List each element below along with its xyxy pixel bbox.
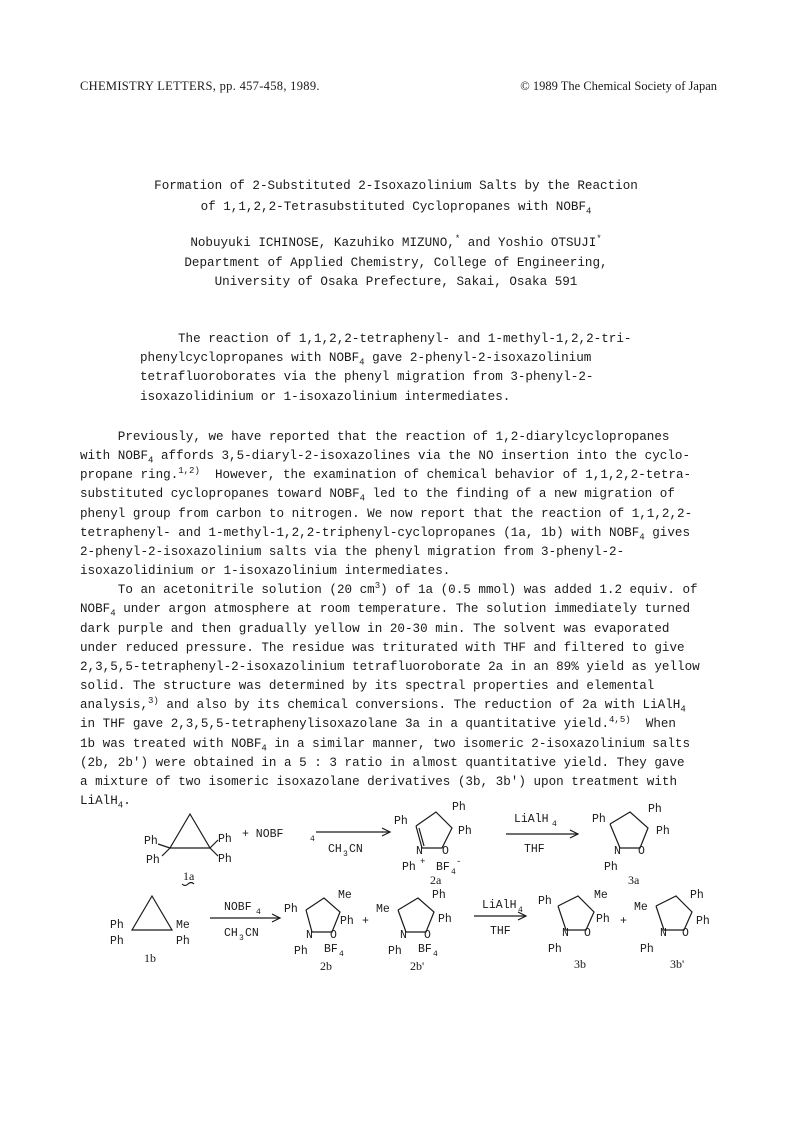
- isoxazolinium-ring: [306, 898, 340, 932]
- article-title: [80, 176, 712, 218]
- reagent-lialh4: LiAlH: [514, 813, 549, 826]
- ph-label: Ph: [438, 913, 452, 926]
- reagent-nobf4: NOBF: [224, 901, 252, 914]
- compound-label-3b-prime: 3b': [670, 957, 685, 971]
- text-line: substituted cyclopropanes toward $NOBF_4$ led to the finding of a new migration of: [80, 487, 675, 504]
- compound-label-2a: 2a: [430, 873, 442, 887]
- text-line: $NOBF_4$ under argon atmosphere at room temperature. The solution immediately turned: [80, 602, 691, 619]
- subscript: 4: [339, 950, 344, 959]
- text-line: tetraphenyl- and 1-methyl-1,2,2-triphenyl-cyclopropanes (1a, 1b) with $NOBF_4$ gives: [80, 525, 691, 543]
- bf4-label: BF: [436, 861, 450, 874]
- abstract-line: tetrafluoroborates via the phenyl migration from 3-phenyl-2-: [140, 370, 594, 385]
- reaction-arrow-1: [316, 828, 390, 859]
- isoxazolane-ring: [558, 896, 594, 930]
- isoxazolinium-ring: [398, 898, 434, 932]
- text-line: To an acetonitrile solution (20 $cm^3$) of 1a (0.5 mmol) was added 1.2 equiv. of: [80, 581, 698, 598]
- compound-3b-prime: [634, 889, 710, 971]
- me-label: Me: [176, 919, 190, 932]
- text-line: analysis,$^{3)}$ and also by its chemical conversions. The reduction of 2a with LiAlH$_4$: [80, 696, 686, 715]
- reagent-nobf4: + NOBF: [242, 828, 284, 841]
- reaction-arrow-3: [210, 901, 280, 943]
- o-atom: O: [682, 927, 689, 940]
- compound-label-2b-prime: 2b': [410, 959, 425, 973]
- charge: -: [456, 857, 462, 867]
- isoxazolinium-ring: [416, 812, 452, 848]
- ph-label: Ph: [648, 803, 662, 816]
- ph-label: Ph: [218, 853, 232, 866]
- text-line: in THF gave 2,3,5,5-tetraphenylisoxazolane 3a in a quantitative yield.$^{4,5)}$ When: [80, 715, 676, 732]
- cyclopropane-ring: [170, 814, 210, 848]
- compound-label-1a: 1a: [183, 869, 195, 883]
- o-atom: O: [584, 927, 591, 940]
- solvent-label: CH: [328, 843, 342, 856]
- affiliation-line-1: Department of Applied Chemistry, College of Engineering,: [184, 255, 608, 270]
- ph-label: Ph: [592, 813, 606, 826]
- n-atom: N: [614, 845, 621, 858]
- compound-2b: [284, 889, 354, 973]
- affiliation-line-2: University of Osaka Prefecture, Sakai, Osaka 591: [214, 275, 578, 289]
- compound-2a: [394, 801, 472, 887]
- solvent-label: CN: [245, 927, 259, 940]
- n-atom: N: [562, 927, 569, 940]
- ph-label: Ph: [146, 854, 160, 867]
- reaction-arrow-4: [474, 899, 526, 938]
- compound-2b-prime: [376, 889, 452, 973]
- me-label: Me: [634, 901, 648, 914]
- ph-label: Ph: [432, 889, 446, 902]
- compound-3a: [592, 803, 670, 887]
- compound-label-3a: 3a: [628, 873, 640, 887]
- ph-label: Ph: [388, 945, 402, 958]
- me-label: Me: [594, 889, 608, 902]
- solvent-label: THF: [490, 925, 511, 938]
- solvent-label: THF: [524, 843, 545, 856]
- n-atom: N: [306, 929, 313, 942]
- bf4-label: BF: [324, 943, 338, 956]
- text-line: with $NOBF_4$ affords 3,5-diaryl-2-isoxazolines via the NO insertion into the cyclo-: [80, 449, 691, 466]
- o-atom: O: [330, 929, 337, 942]
- plus-sign: +: [362, 915, 369, 928]
- copyright-notice: © 1989 The Chemical Society of Japan: [520, 79, 717, 93]
- ph-label: Ph: [640, 943, 654, 956]
- me-label: Me: [338, 889, 352, 902]
- abstract-line: isoxazolidinium or 1-isoxazolinium intermediates.: [140, 389, 511, 404]
- n-atom: N: [400, 929, 407, 942]
- author-block: [80, 234, 712, 293]
- abstract: [140, 330, 631, 407]
- text-line: phenyl group from carbon to nitrogen. We now report that the reaction of 1,1,2,2-: [80, 506, 693, 521]
- ph-label: Ph: [110, 935, 124, 948]
- bf4-label: BF: [418, 943, 432, 956]
- o-atom: O: [424, 929, 431, 942]
- isoxazolane-ring: [656, 896, 692, 930]
- text-line: 2,3,5,5-tetraphenyl-2-isoxazolinium tetrafluoroborate 2a in an 89% yield as yellow: [80, 659, 700, 674]
- reaction-scheme: [100, 800, 740, 980]
- text-line: Previously, we have reported that the reaction of 1,2-diarylcyclopropanes: [80, 430, 670, 444]
- journal-citation: CHEMISTRY LETTERS, pp. 457-458, 1989.: [80, 79, 320, 93]
- charge: +: [420, 857, 426, 867]
- solvent-label: CN: [349, 843, 363, 856]
- me-label: Me: [376, 903, 390, 916]
- solvent-label: CH: [224, 927, 238, 940]
- subscript: 4: [451, 868, 456, 877]
- ph-label: Ph: [458, 825, 472, 838]
- ph-label: Ph: [294, 945, 308, 958]
- ph-label: Ph: [656, 825, 670, 838]
- author-names: Nobuyuki ICHINOSE, Kazuhiko MIZUNO,* and Yoshio OTSUJI*: [190, 233, 602, 250]
- ph-label: Ph: [538, 895, 552, 908]
- ph-label: Ph: [452, 801, 466, 814]
- ph-label: Ph: [690, 889, 704, 902]
- compound-3b: [538, 889, 610, 971]
- ph-label: Ph: [402, 861, 416, 874]
- ph-label: Ph: [548, 943, 562, 956]
- abstract-line: The reaction of 1,1,2,2-tetraphenyl- and 1-methyl-1,2,2-tri-: [178, 332, 632, 346]
- ph-label: Ph: [596, 913, 610, 926]
- subscript: 4: [310, 835, 315, 844]
- text-line: solid. The structure was determined by its spectral properties and elemental: [80, 679, 655, 694]
- n-atom: N: [416, 845, 423, 858]
- abstract-line: phenylcyclopropanes with $NOBF_4$ gave 2-phenyl-2-isoxazolinium: [140, 351, 592, 368]
- subscript: 3: [239, 934, 244, 943]
- ph-label: Ph: [176, 935, 190, 948]
- text-line: under reduced pressure. The residue was triturated with THF and filtered to give: [80, 640, 685, 655]
- compound-1b: [110, 896, 190, 965]
- compound-label-2b: 2b: [320, 959, 332, 973]
- n-atom: N: [660, 927, 667, 940]
- compound-label-1b: 1b: [144, 951, 156, 965]
- ph-label: Ph: [284, 903, 298, 916]
- text-line: isoxazolidinium or 1-isoxazolinium intermediates.: [80, 564, 451, 579]
- body-text: [80, 428, 700, 811]
- text-line: (2b, 2b') were obtained in a 5 : 3 ratio in almost quantitative yield. They gave: [80, 755, 685, 770]
- ph-label: Ph: [604, 861, 618, 874]
- reagent-lialh4: LiAlH: [482, 899, 517, 912]
- plus-sign: +: [620, 915, 627, 928]
- o-atom: O: [442, 845, 449, 858]
- subscript: 3: [343, 850, 348, 859]
- title-line-1: Formation of 2-Substituted 2-Isoxazolinium Salts by the Reaction: [154, 179, 638, 193]
- compound-1a: [144, 814, 232, 886]
- text-line: 2-phenyl-2-isoxazolinium salts via the phenyl migration from 3-phenyl-2-: [80, 544, 625, 559]
- ph-label: Ph: [394, 815, 408, 828]
- subscript: 4: [552, 820, 557, 829]
- compound-label-3b: 3b: [574, 957, 586, 971]
- subscript: 4: [518, 906, 523, 915]
- ph-label: Ph: [218, 833, 232, 846]
- text-line: LiAlH$_4$.: [80, 793, 131, 811]
- ph-label: Ph: [696, 915, 710, 928]
- ph-label: Ph: [110, 919, 124, 932]
- cyclopropane-ring: [132, 896, 172, 930]
- subscript: 4: [433, 950, 438, 959]
- reaction-arrow-2: [506, 813, 578, 856]
- text-line: a mixture of two isomeric isoxazolane derivatives (3b, 3b') upon treatment with: [80, 774, 678, 789]
- text-line: propane ring.$^{1,2)}$ However, the examination of chemical behavior of 1,1,2,2-tetra-: [80, 466, 692, 483]
- subscript: 4: [256, 908, 261, 917]
- o-atom: O: [638, 845, 645, 858]
- text-line: 1b was treated with $NOBF_4$ in a similar manner, two isomeric 2-isoxazolinium salts: [80, 736, 691, 754]
- ph-label: Ph: [144, 835, 158, 848]
- title-line-2: of 1,1,2,2-Tetrasubstituted Cyclopropanes with $NOBF_4$: [200, 200, 592, 217]
- text-line: dark purple and then gradually yellow in 20-30 min. The solvent was evaporated: [80, 621, 670, 636]
- ph-label: Ph: [340, 915, 354, 928]
- isoxazolane-ring: [610, 812, 648, 848]
